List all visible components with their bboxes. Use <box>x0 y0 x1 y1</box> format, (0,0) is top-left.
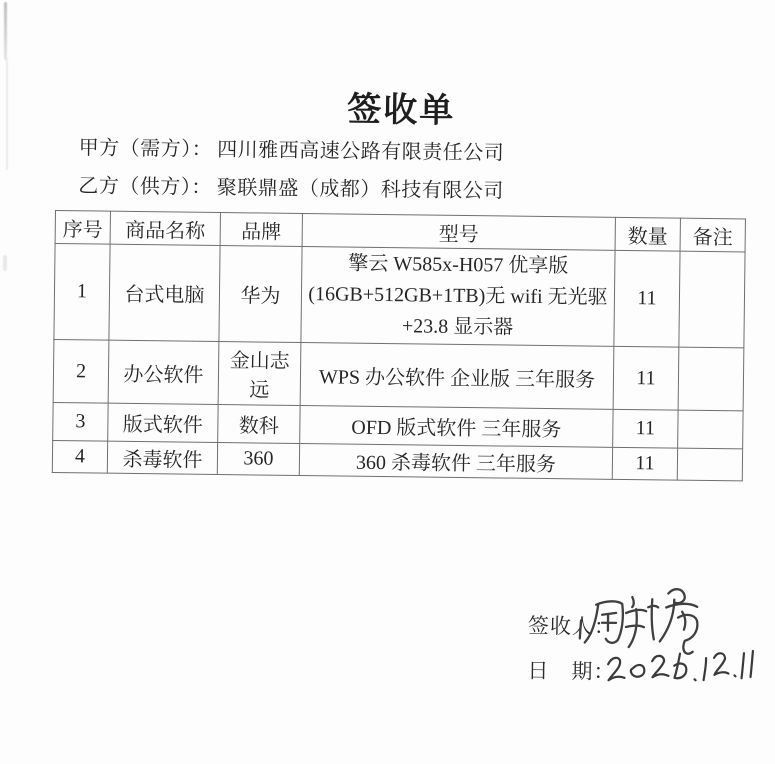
cell-qty: 11 <box>613 346 679 410</box>
party-a-label: 甲方（需方）： <box>78 137 213 161</box>
cell-qty: 11 <box>612 447 677 480</box>
cell-model: 360 杀毒软件 三年服务 <box>299 444 612 480</box>
cell-brand: 华为 <box>219 246 302 343</box>
cell-qty: 11 <box>614 250 680 347</box>
cell-index: 2 <box>53 339 109 403</box>
page-title: 签收单 <box>347 90 456 130</box>
date-label: 日 期： <box>527 658 616 684</box>
cell-model: OFD 版式软件 三年服务 <box>300 406 613 448</box>
cell-product: 杀毒软件 <box>107 441 217 474</box>
cell-index: 4 <box>52 440 107 473</box>
cell-brand: 360 <box>217 443 299 476</box>
model-line: 擎云 W585x-H057 优享版 <box>348 252 569 278</box>
col-header-remark: 备注 <box>680 218 745 252</box>
cell-brand: 数科 <box>218 405 300 444</box>
cell-qty: 11 <box>613 409 678 448</box>
party-b-name: 聚联鼎盛（成都）科技有限公司 <box>216 176 504 203</box>
cell-remark <box>677 448 742 481</box>
cell-brand: 金山志远 <box>218 342 301 406</box>
cell-remark <box>678 347 744 411</box>
col-header-product: 商品名称 <box>110 211 220 245</box>
cell-remark <box>678 410 743 449</box>
col-header-index: 序号 <box>55 211 110 245</box>
cell-model <box>301 247 615 347</box>
items-table <box>52 210 746 481</box>
cell-product: 版式软件 <box>108 403 218 442</box>
table-row <box>53 339 744 410</box>
party-a-line <box>79 131 505 165</box>
cell-product: 台式电脑 <box>109 244 220 341</box>
model-line: (16GB+512GB+1TB)无 wifi 无光驱 <box>308 283 608 309</box>
party-a-name: 四川雅西高速公路有限责任公司 <box>217 138 505 165</box>
col-header-brand: 品牌 <box>220 213 302 247</box>
cell-model: WPS 办公软件 企业版 三年服务 <box>300 343 614 410</box>
signer-label: 签收人： <box>527 613 617 639</box>
model-line: +23.8 显示器 <box>401 315 514 339</box>
cell-index: 3 <box>53 402 108 441</box>
cell-remark <box>679 251 745 348</box>
cell-product: 办公软件 <box>108 340 219 404</box>
col-header-model: 型号 <box>302 214 615 251</box>
table-row <box>54 244 745 348</box>
party-b-line <box>78 169 504 203</box>
handwritten-date <box>598 645 761 701</box>
cell-index: 1 <box>54 244 110 341</box>
col-header-qty: 数量 <box>615 217 680 251</box>
party-b-label: 乙方（供方）： <box>78 175 212 199</box>
